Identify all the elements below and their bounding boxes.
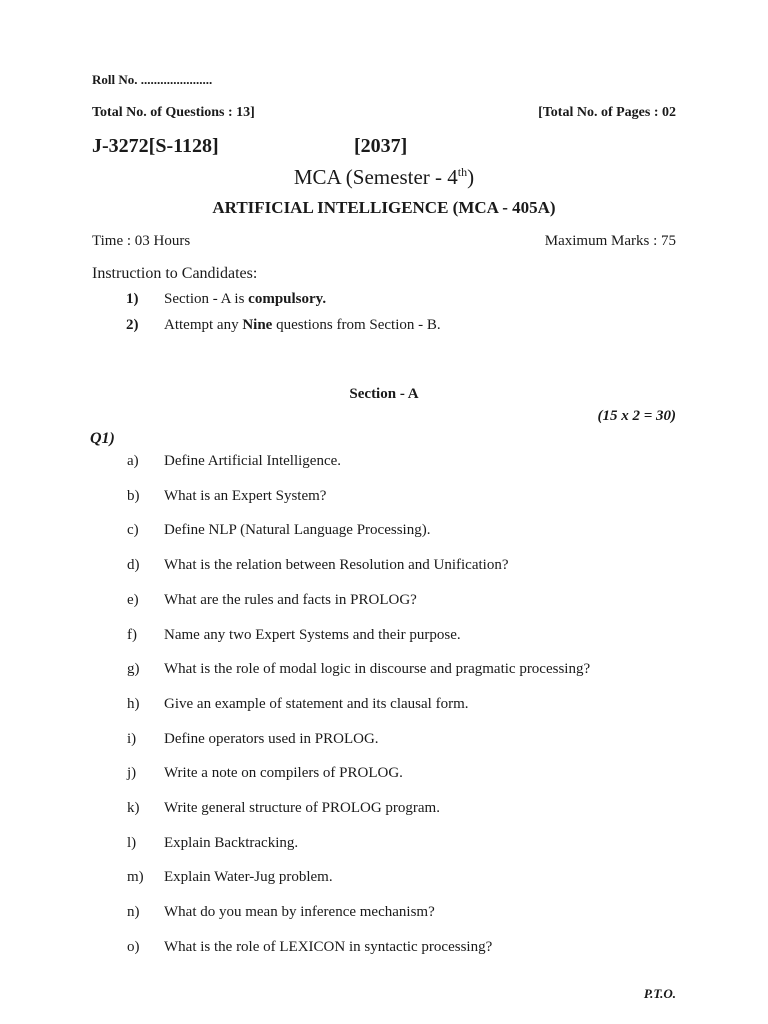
- question-text: Define NLP (Natural Language Processing).: [164, 522, 431, 539]
- paper-code: J-3272[S-1128]: [92, 135, 219, 157]
- instruction-text: [164, 291, 326, 308]
- total-questions: Total No. of Questions : 13]: [92, 105, 255, 120]
- question-text: What is the role of modal logic in discourse and pragmatic processing?: [164, 661, 591, 678]
- question-label: b): [127, 487, 140, 504]
- question-text: Write a note on compilers of PROLOG.: [164, 765, 403, 782]
- instruction-pre: Attempt any: [164, 317, 243, 333]
- question-label: i): [127, 730, 137, 747]
- total-pages: [Total No. of Pages : 02: [538, 105, 676, 120]
- question-label: h): [127, 695, 140, 712]
- question-label: k): [127, 800, 140, 816]
- course-name: MCA (Semester - 4: [293, 165, 458, 189]
- question-label: m): [127, 869, 144, 886]
- question-text: Explain Water-Jug problem.: [164, 869, 333, 886]
- instruction-number: 1): [126, 291, 139, 307]
- question-number: Q1): [90, 430, 115, 447]
- instruction-bold: compulsory.: [248, 291, 327, 307]
- question-text: Give an example of statement and its clausal form.: [164, 695, 469, 712]
- instruction-number: 2): [126, 317, 139, 333]
- paper-number: [2037]: [354, 135, 408, 157]
- question-text: Define operators used in PROLOG.: [164, 730, 379, 747]
- instruction-post: questions from Section - B.: [272, 317, 441, 333]
- question-text: What are the rules and facts in PROLOG?: [164, 591, 417, 608]
- time-duration: Time : 03 Hours: [92, 233, 191, 249]
- section-marks: (15 x 2 = 30): [597, 408, 676, 424]
- question-text: Name any two Expert Systems and their purpose.: [164, 626, 461, 643]
- question-text: Write general structure of PROLOG program.: [164, 800, 440, 816]
- course-close: ): [467, 165, 475, 189]
- question-text: Define Artificial Intelligence.: [164, 453, 342, 469]
- question-text: What is the role of LEXICON in syntactic processing?: [164, 938, 493, 955]
- instruction-bold: Nine: [242, 317, 273, 333]
- course-title: [0, 165, 768, 190]
- question-text: What is the relation between Resolution and Unification?: [164, 557, 509, 574]
- question-label: j): [127, 765, 137, 782]
- subject-title: ARTIFICIAL INTELLIGENCE (MCA - 405A): [212, 198, 556, 217]
- question-text: What do you mean by inference mechanism?: [164, 904, 435, 921]
- instruction-pre: Section - A is: [164, 291, 249, 307]
- question-label: c): [127, 522, 139, 539]
- question-label: f): [127, 626, 137, 643]
- pto-note: P.T.O.: [643, 986, 676, 1001]
- question-text: What is an Expert System?: [164, 487, 327, 504]
- question-label: l): [127, 834, 137, 851]
- question-label: a): [127, 453, 139, 469]
- maximum-marks: Maximum Marks : 75: [544, 233, 676, 249]
- question-label: o): [127, 938, 140, 955]
- question-label: e): [127, 591, 139, 608]
- roll-number: Roll No. ......................: [92, 72, 213, 87]
- section-title: Section - A: [349, 386, 419, 402]
- instructions-title: Instruction to Candidates:: [92, 265, 258, 282]
- instruction-text: [164, 317, 441, 334]
- question-label: d): [127, 557, 140, 574]
- question-label: n): [127, 904, 140, 921]
- question-text: Explain Backtracking.: [164, 834, 299, 851]
- question-label: g): [127, 661, 140, 678]
- course-superscript: th: [457, 165, 468, 179]
